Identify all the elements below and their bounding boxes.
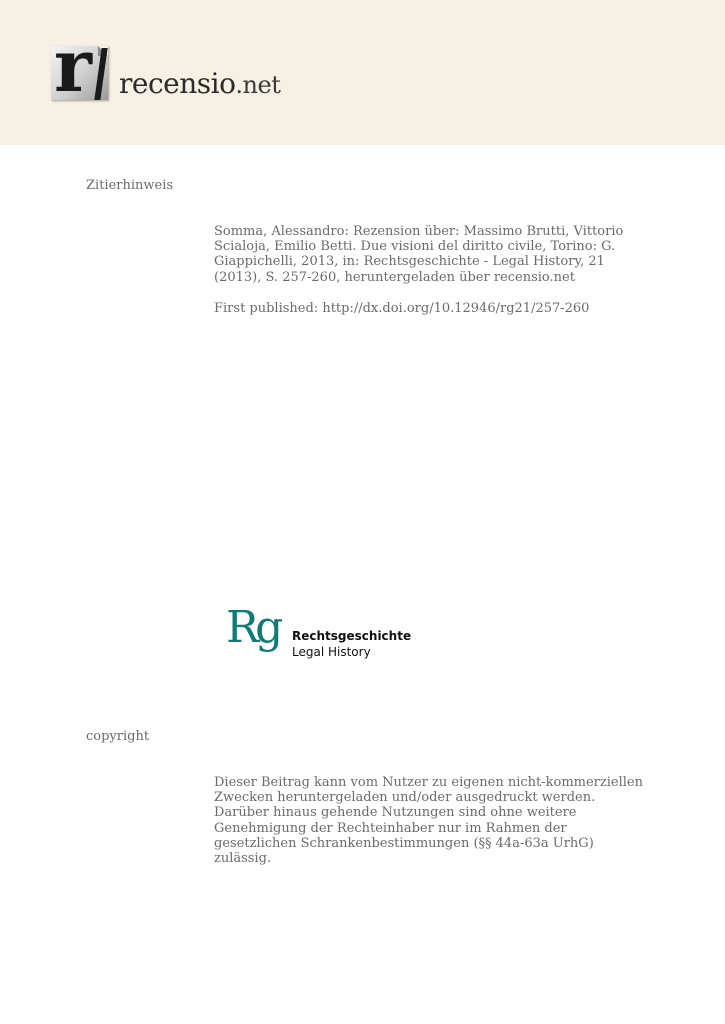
citation-text: Somma, Alessandro: Rezension über: Massimo Brutti, Vittorio Scialoja, Emilio Betti. Due visioni del diritto civile, Torino: G. Giappichelli, 2013, in: Rechtsgeschichte - Legal History, 21 (2013), S. 257-260, heruntergeladen über recensio.net (214, 224, 624, 285)
copyright-text: Dieser Beitrag kann vom Nutzer zu eigenen nicht-kommerziellen Zwecken heruntergeladen und/oder ausgedruckt werden. Darüber hinaus gehende Nutzungen sind ohne weitere Genehmigung der Rechteinhaber nur im Rahmen der gesetzlichen Schrankenbestimmungen (§§ 44a-63a UrhG) zulässig. (214, 775, 643, 867)
citation-label: Zitierhinweis (86, 178, 174, 193)
brand-name-tld: .net (235, 71, 281, 99)
site-header (0, 0, 725, 145)
journal-title: Rechtsgeschichte (292, 629, 412, 643)
brand-name-main: recensio (119, 67, 236, 100)
journal-subtitle: Legal History (292, 645, 371, 659)
rg-mark-icon: Rg (226, 602, 280, 653)
journal-logo (226, 604, 426, 670)
brand-name (119, 66, 280, 103)
logo-letter: r (54, 23, 92, 108)
first-published: First published: http://dx.doi.org/10.12946/rg21/257-260 (214, 301, 590, 316)
copyright-label: copyright (86, 729, 150, 744)
